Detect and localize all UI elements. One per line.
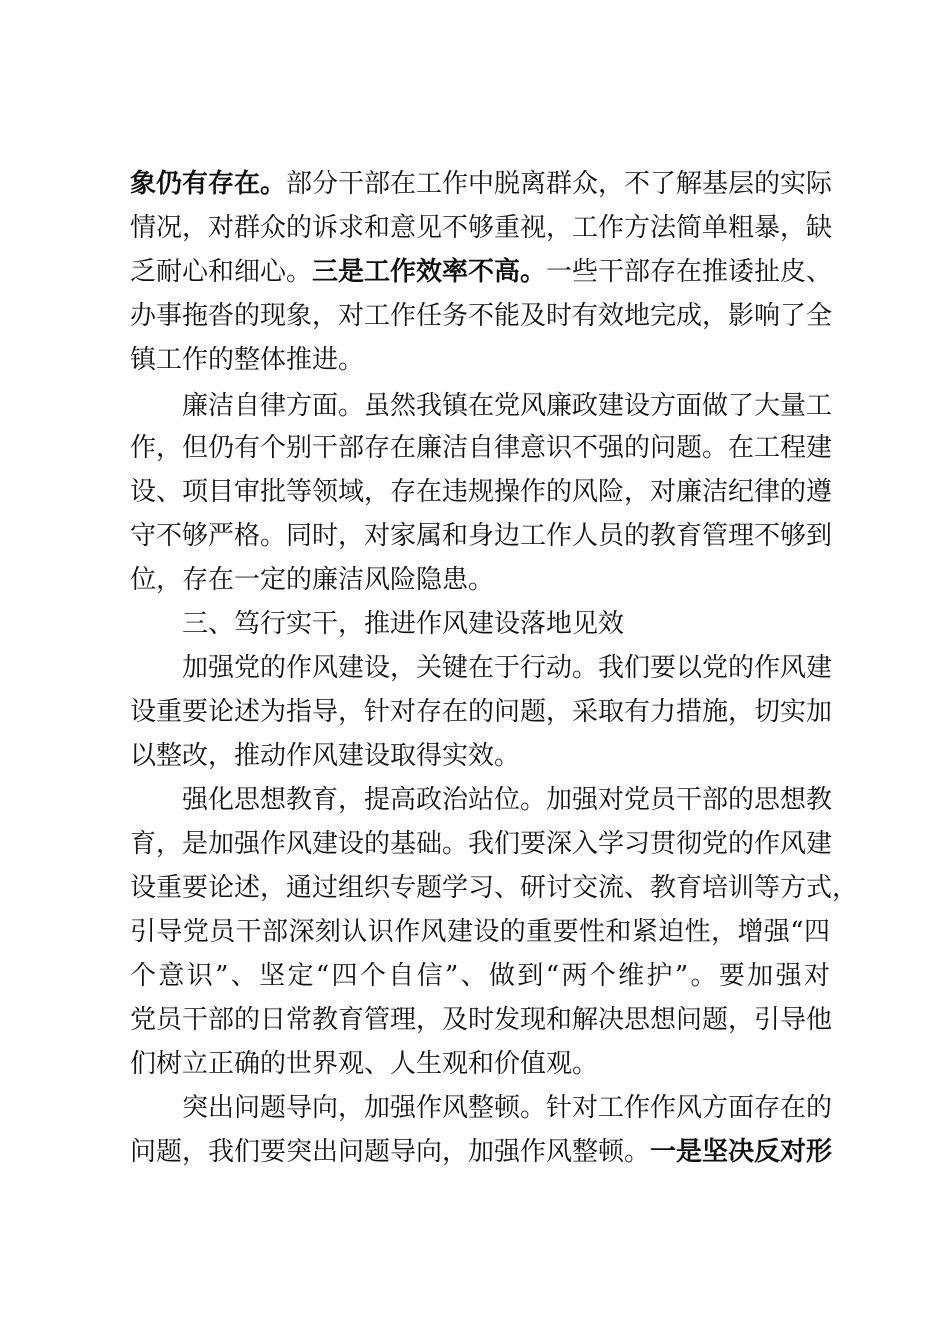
- text-line: [130, 470, 833, 514]
- line-text: 乏耐心和细心。: [130, 257, 313, 287]
- text-line: [130, 734, 830, 778]
- line-text: 设重要论述为指导，针对存在的问题，采取有力措施，切实加: [130, 697, 833, 727]
- line-text: 个意识”、坚定“四个自信”、做到“两个维护”。要加强对: [130, 961, 830, 991]
- text-line: [130, 426, 833, 470]
- text-line: [130, 866, 859, 910]
- text-line: [182, 1086, 833, 1130]
- text-line: [182, 778, 833, 822]
- line-text: 三、笃行实干，推进作风建设落地见效: [182, 609, 625, 639]
- text-line: [130, 998, 833, 1042]
- text-line: [130, 294, 833, 338]
- text-line: [130, 558, 830, 602]
- text-line: [182, 646, 833, 690]
- section-heading: [182, 602, 830, 646]
- line-text: 位，存在一定的廉洁风险隐患。: [130, 565, 495, 595]
- line-text: 强化思想教育，提高政治站位。加强对党员干部的思想教: [182, 785, 833, 815]
- bold-phrase: 一是坚决反对形: [650, 1137, 833, 1167]
- line-text: 廉洁自律方面。虽然我镇在党风廉政建设方面做了大量工: [182, 391, 833, 421]
- text-line: [130, 250, 833, 294]
- line-text: 党员干部的日常教育管理，及时发现和解决思想问题，引导他: [130, 1005, 833, 1035]
- bold-phrase: 象仍有存在。: [130, 169, 287, 199]
- line-text: 一些干部存在推诿扯皮、: [546, 257, 833, 287]
- text-line: [130, 162, 833, 206]
- line-text: 加强党的作风建设，关键在于行动。我们要以党的作风建: [182, 653, 833, 683]
- line-text: 设重要论述，通过组织专题学习、研讨交流、教育培训等方式，: [130, 873, 859, 903]
- line-text: 部分干部在工作中脱离群众，不了解基层的实际: [286, 169, 833, 199]
- text-line: [130, 822, 833, 866]
- text-line: [130, 514, 833, 558]
- line-text: 育，是加强作风建设的基础。我们要深入学习贯彻党的作风建: [130, 829, 833, 859]
- text-line: [130, 954, 830, 998]
- line-text: 们树立正确的世界观、人生观和价值观。: [130, 1049, 599, 1079]
- text-line: [130, 910, 830, 954]
- text-line: [130, 338, 830, 382]
- line-text: 镇工作的整体推进。: [130, 345, 365, 375]
- line-text: 引导党员干部深刻认识作风建设的重要性和紧迫性，增强“四: [130, 917, 830, 947]
- text-line: [130, 1042, 830, 1086]
- text-line: [130, 206, 833, 250]
- line-text: 问题，我们要突出问题导向，加强作风整顿。: [130, 1137, 651, 1167]
- line-text: 办事拖沓的现象，对工作任务不能及时有效地完成，影响了全: [130, 301, 833, 331]
- line-text: 作，但仍有个别干部存在廉洁自律意识不强的问题。在工程建: [130, 433, 833, 463]
- bold-phrase: 三是工作效率不高。: [312, 257, 547, 287]
- line-text: 突出问题导向，加强作风整顿。针对工作作风方面存在的: [182, 1093, 833, 1123]
- text-line: [130, 690, 833, 734]
- line-text: 守不够严格。同时，对家属和身边工作人员的教育管理不够到: [130, 521, 833, 551]
- text-line: [130, 1130, 833, 1174]
- text-line: [182, 384, 833, 428]
- line-text: 情况，对群众的诉求和意见不够重视，工作方法简单粗暴，缺: [130, 213, 833, 243]
- line-text: 以整改，推动作风建设取得实效。: [130, 741, 521, 771]
- line-text: 设、项目审批等领域，存在违规操作的风险，对廉洁纪律的遵: [130, 477, 833, 507]
